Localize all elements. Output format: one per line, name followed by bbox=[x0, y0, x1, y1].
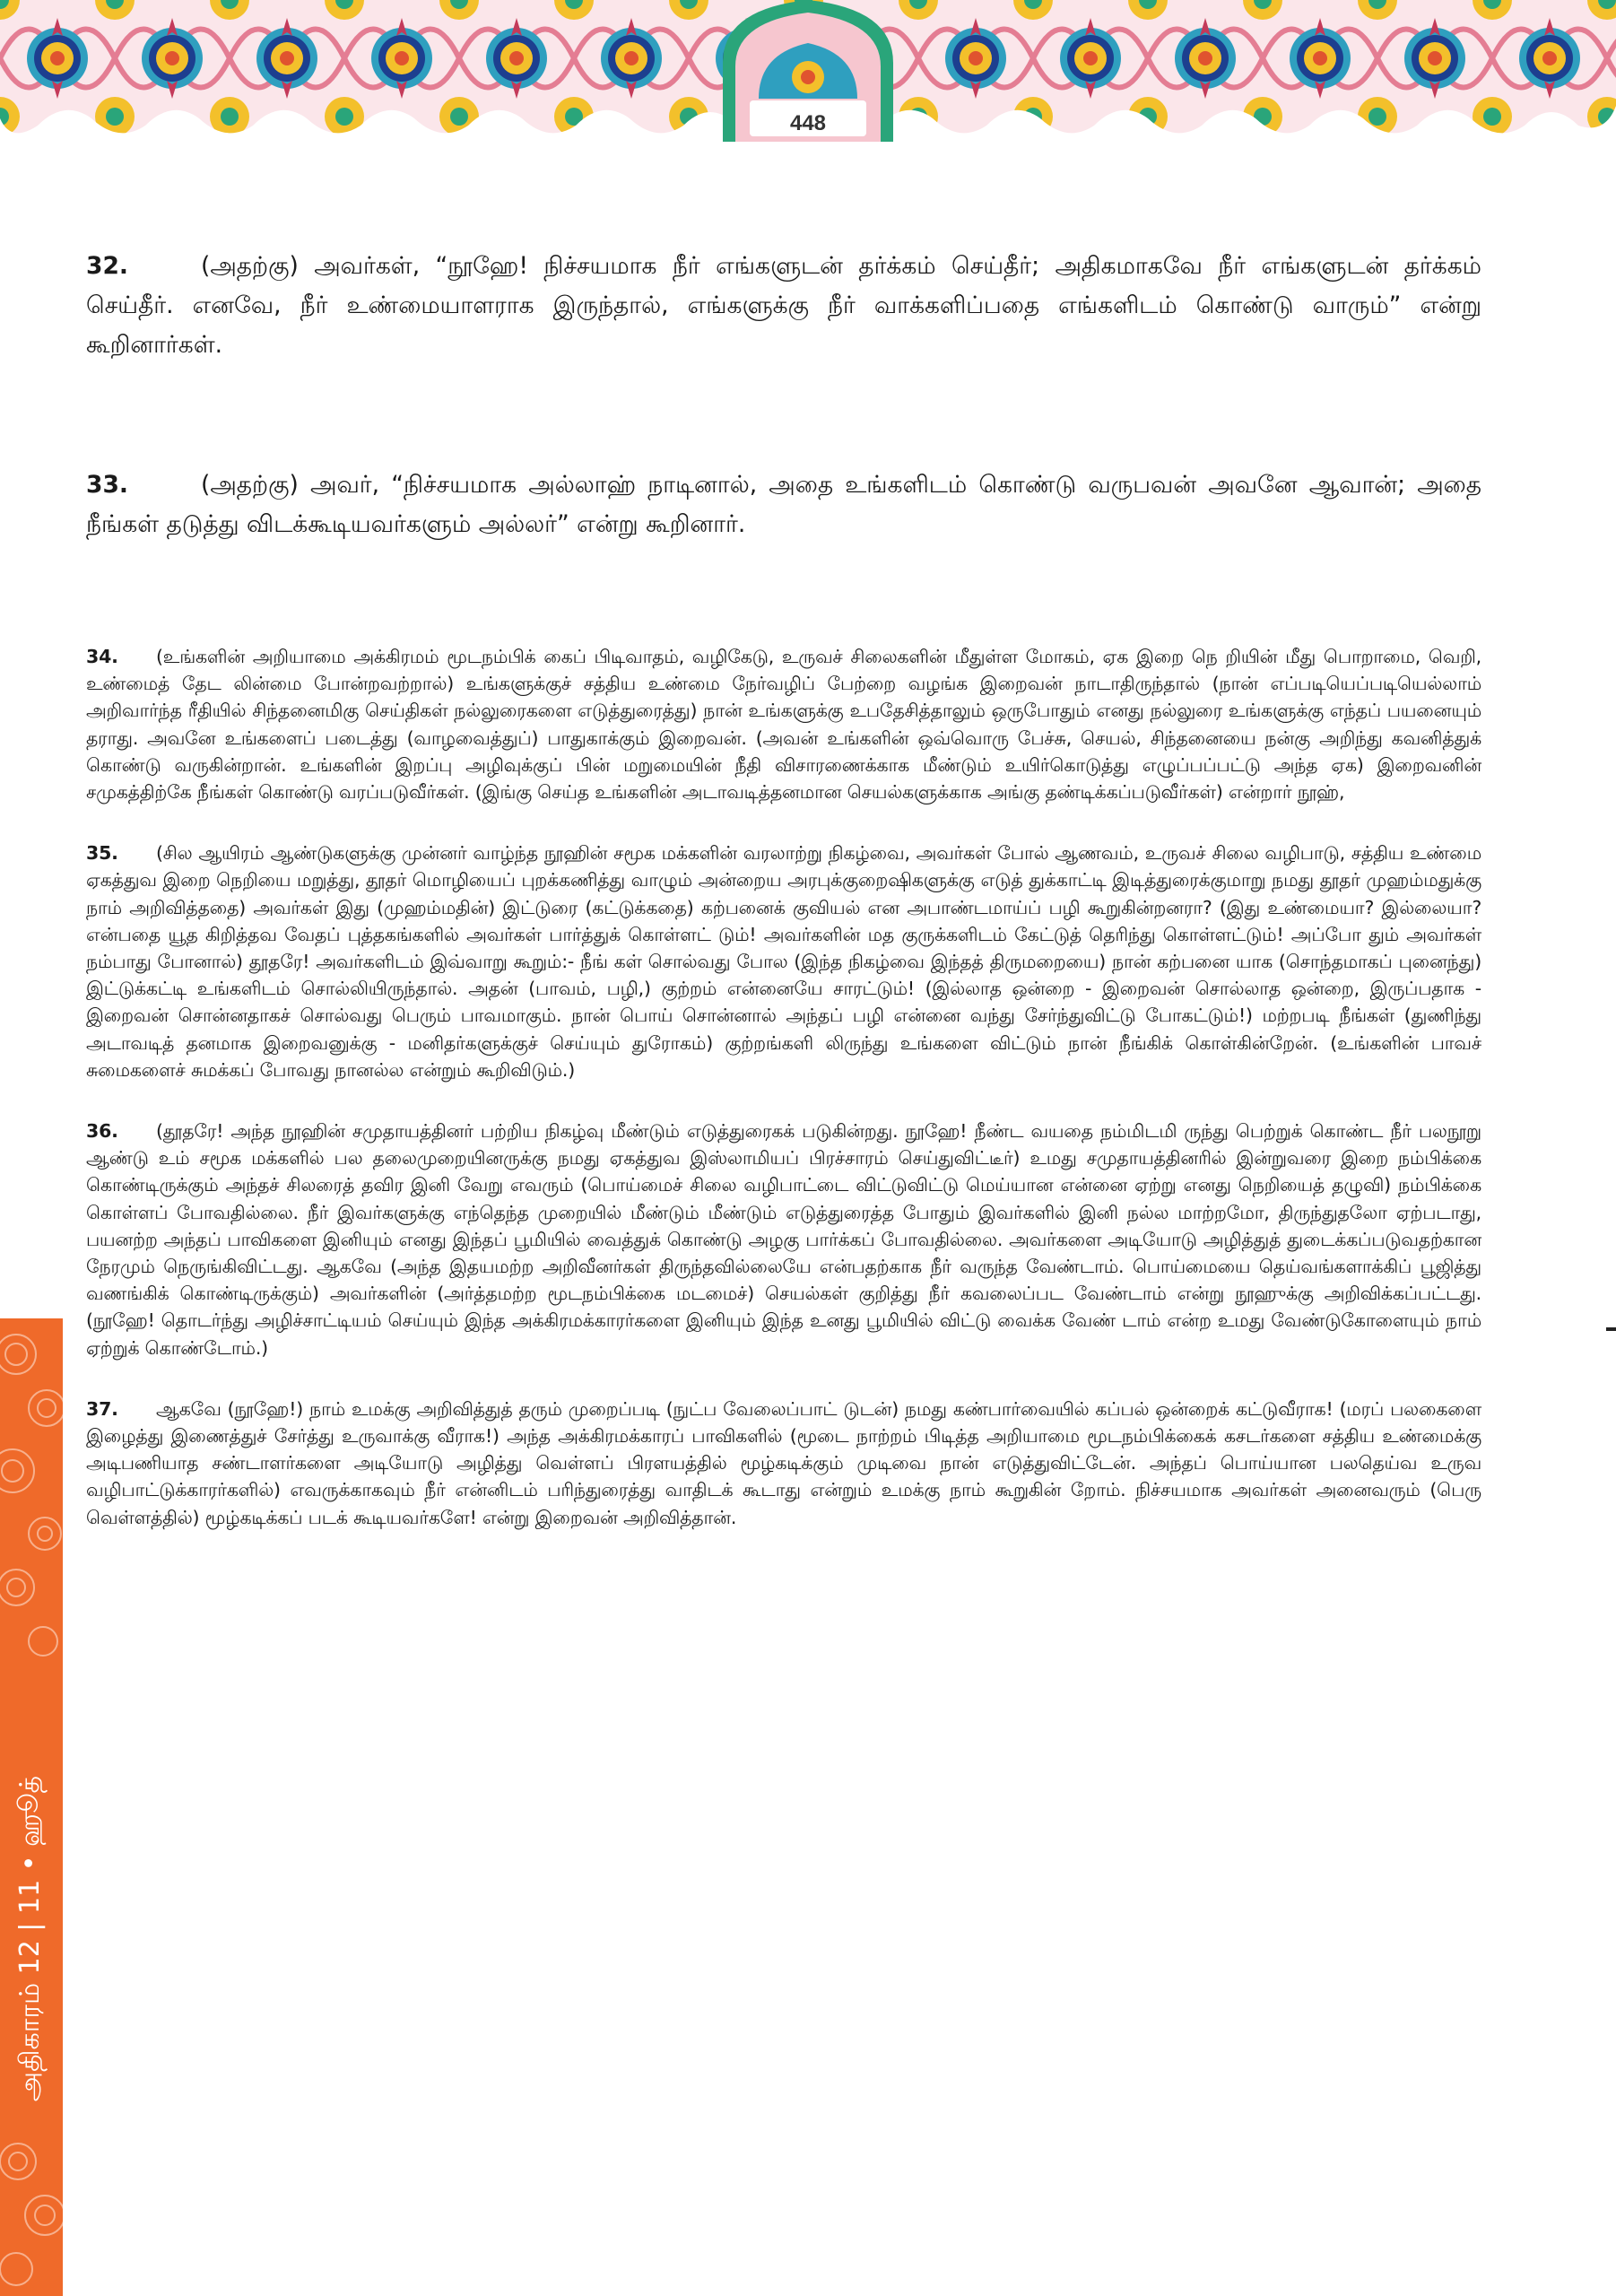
verse-text: (தூதரே! அந்த நூஹின் சமுதாயத்தினர் பற்றிய நிகழ்வு மீண்டும் எடுத்துரைகக் படுகின்றது. நூஹே! நீண்ட வயதை நம்மிடமி ருந்து பெற்றுக் கொண்ட நீர் பலநூறு ஆண்டு உம் சமூக மக்களில் பல தலைமுறையினருக்கு நமது ஏகத்துவ இஸ்லாமியப் பிரச்சாரம் செய்துவிட்டீர்) உமது சமுதாயத்தினரில் இன்றுவரை இறை நம்பிக்கை கொண்டிருக்கும் அந்தச் சிலரைத் தவிர இனி வேறு எவரும் (பொய்மைச் சிலை வழிபாட்டை விட்டுவிட்டு மெய்யான என்னை ஏற்று எனது நெறியைத் தழுவி) நம்பிக்கை கொள்ளப் போவதில்லை. நீர் இவர்களுக்கு எந்தெந்த முறையில் மீண்டும் மீண்டும் எடுத்துரைத்த போதும் இவர்களில் இனி நல்ல மாற்றமோ, திருந்துதலோ ஏற்படாது, பயனற்ற அந்தப் பாவிகளை இனியும் எனது இந்தப் பூமியில் வைத்துக் கொண்டு அழகு பார்க்கப் போவதில்லை. அவர்களை அடியோடு அழித்துத் துடைக்கப்படுவதற்கான நேரமும் நெருங்கிவிட்டது. ஆகவே (அந்த இதயமற்ற அறிவீனர்கள் திருந்தவில்லையே என்பதற்காக நீர் வருந்த வேண்டாம். பொய்மையை தெய்வங்களாக்கிப் பூஜித்து வணங்கிக் கொண்டிருக்கும்) அவர்களின் (அர்த்தமற்ற மூடநம்பிக்கை மடமைச்) செயல்கள் குறித்து நீர் கவலைப்பட வேண்டாம் என்று நூஹுக்கு அறிவிக்கப்பட்டது. (நூஹே! தொடர்ந்து அழிச்சாட்டியம் செய்யும் இந்த அக்கிரமக்காரர்களை இனியும் இந்த உனது பூமியில் விட்டு வைக்க வேண் டாம் என்ற உமது வேண்டுகோளையும் நாம் ஏற்றுக் கொண்டோம்.) bbox=[86, 1120, 1481, 1359]
ornamental-header bbox=[0, 0, 1616, 144]
verse-text: (அதற்கு) அவர்கள், “நூஹே! நிச்சயமாக நீர் எங்களுடன் தர்க்கம் செய்தீர்; அதிகமாகவே நீர் எங்களுடன் தர்க்கம் செய்தீர். எனவே, நீர் உண்மையாளராக இருந்தால், எங்களுக்கு நீர் வாக்களிப்பதை எங்களிடம் கொண்டு வாரும்” என்று கூறினார்கள். bbox=[86, 252, 1481, 359]
verse-32 bbox=[86, 247, 1481, 365]
verse-33 bbox=[86, 465, 1481, 544]
commentary-35 bbox=[86, 839, 1481, 1083]
verse-number: 37. bbox=[86, 1397, 118, 1420]
verse-number: 35. bbox=[86, 842, 118, 865]
verse-number: 36. bbox=[86, 1120, 118, 1143]
page-number: 448 bbox=[789, 111, 827, 135]
verse-text: (சில ஆயிரம் ஆண்டுகளுக்கு முன்னர் வாழ்ந்த நூஹின் சமூக மக்களின் வரலாற்று நிகழ்வை, அவர்கள் போல் ஆணவம், உருவச் சிலை வழிபாடு, சத்திய உண்மை ஏகத்துவ இறை நெறியை மறுத்து, தூதர் மொழியைப் புறக்கணித்து வாழும் அன்றைய அரபுக்குறைஷிகளுக்கு எடுத் துக்காட்டி இடித்துரைக்குமாறு நமது தூதர் முஹம்மதுக்கு நாம் அறிவித்ததை) அவர்கள் இது (முஹம்மதின்) இட்டுரை (கட்டுக்கதை) கற்பனைக் குவியல் என அபாண்டமாய்ப் பழி கூறுகின்றனரா? (இது உண்மையா? இல்லையா? என்பதை யூத கிறித்தவ வேதப் புத்தகங்களில் அவர்கள் பார்த்துக் கொள்ளட் டும்! அவர்களின் மத குருக்களிடம் கேட்டுத் தெரிந்து கொள்ளட்டும்! அப்போ தும் அவர்கள் நம்பாது போனால்) தூதரே! அவர்களிடம் இவ்வாறு கூறும்:- நீங் கள் சொல்வது போல (இந்த நிகழ்வை இந்தத் திருமறையை) நான் கற்பனை யாக (சொந்தமாகப் புனைந்து) இட்டுக்கட்டி உங்களிடம் சொல்லியிருந்தால். அதன் (பாவம், பழி,) குற்றம் என்னையே சாரட்டும்! (இல்லாத ஒன்றை - இறைவன் சொல்லாத ஒன்றை, இருப்பதாக - இறைவன் சொன்னதாகச் சொல்வது பெரும் பாவமாகும். நான் பொய் சொன்னால் அந்தப் பழி என்னை வந்து சேர்ந்துவிட்டு போகட்டும்!) மற்றபடி நீங்கள் (துணிந்து அடாவடித் தனமாக இறைவனுக்கு - மனிதர்களுக்குச் செய்யும் துரோகம்) குற்றங்களி லிருந்து உங்களை விட்டும் நான் நீங்கிக் கொள்கின்றேன். (உங்களின் பாவச் சுமைகளைச் சுமக்கப் போவது நானல்ல என்றும் கூறிவிடும்.) bbox=[86, 842, 1481, 1081]
page-content bbox=[86, 247, 1481, 1531]
chapter-label: அதிகாரம் 12 | 11 • ஹூத் bbox=[14, 1776, 46, 2102]
verse-number: 34. bbox=[86, 646, 118, 667]
commentary-36 bbox=[86, 1118, 1481, 1361]
verse-text: (அதற்கு) அவர், “நிச்சயமாக அல்லாஹ் நாடினால், அதை உங்களிடம் கொண்டு வருபவன் அவனே ஆவான்; அதை நீங்கள் தடுத்து விடக்கூடியவர்களும் அல்லர்” என்று கூறினார். bbox=[86, 471, 1481, 538]
verse-text: (உங்களின் அறியாமை அக்கிரமம் மூடநம்பிக் கைப் பிடிவாதம், வழிகேடு, உருவச் சிலைகளின் மீதுள்ள மோகம், ஏக இறை நெ றியின் மீது பொறாமை, வெறி, உண்மைத் தேட லின்மை போன்றவற்றால்) உங்களுக்குச் சத்திய உண்மை நேர்வழிப் பேற்றை வழங்க இறைவன் நாடாதிருந்தால் (நான் எப்படியெப்படியெல்லாம் அறிவார்ந்த ரீதியில் சிந்தனைமிகு செய்திகள் நல்லுரைகளை எடுத்துரைத்து) நான் உங்களுக்கு உபதேசித்தாலும் ஒருபோதும் எனது நல்லுரை உங்களுக்கு எந்தப் பயனையும் தராது. அவனே உங்களைப் படைத்து (வாழவைத்துப்) பாதுகாக்கும் இறைவன். (அவன் உங்களின் ஒவ்வொரு பேச்சு, செயல், சிந்தனையை நன்கு அறிந்து கவனித்துக் கொண்டு வருகின்றான். உங்களின் இறப்பு அழிவுக்குப் பின் மறுமையின் நீதி விசாரணைக்காக மீண்டும் உயிர்கொடுத்து எழுப்பப்பட்டு அந்த ஏக) இறைவனின் சமுகத்திற்கே நீங்கள் கொண்டு வரப்படுவீர்கள். (இங்கு செய்த உங்களின் அடாவடித்தனமான செயல்களுக்காக அங்கு தண்டிக்கப்படுவீர்கள்) என்றார் நூஹ், bbox=[86, 646, 1481, 804]
verse-number: 33. bbox=[86, 471, 128, 499]
chapter-sidebar bbox=[0, 1318, 63, 2296]
margin-tick bbox=[1606, 1327, 1616, 1331]
verse-text: ஆகவே (நூஹே!) நாம் உமக்கு அறிவித்துத் தரும் முறைப்படி (நுட்ப வேலைப்பாட் டுடன்) நமது கண்பார்வையில் கப்பல் ஒன்றைக் கட்டுவீராக! (மரப் பலகைளை இழைத்து இணைத்துச் சேர்த்து உருவாக்கு வீராக!) அந்த அக்கிரமக்காரப் பாவிகளில் (மூடை நாற்றம் பிடித்த அறியாமை மூடநம்பிக்கைக் கசடர்களை சத்திய உண்மைக்கு அடிபணியாத சண்டாளர்களை அடியோடு அழித்து வெள்ளப் பிரளயத்தில் மூழ்கடிக்கும் முடிவை நான் எடுத்துவிட்டேன். அந்தப் பொய்யான பலதெய்வ உருவ வழிபாட்டுக்காரர்களில்) எவருக்காகவும் நீர் என்னிடம் பரிந்துரைத்து வாதிடக் கூடாது என்றும் உமக்கு நாம் கூறுகின் றோம். நிச்சயமாக அவர்கள் அனைவரும் (பெரு வெள்ளத்தில்) மூழ்கடிக்கப் படக் கூடியவர்களே! என்று இறைவன் அறிவித்தான். bbox=[86, 1397, 1481, 1528]
commentary-37 bbox=[86, 1396, 1481, 1531]
commentary-34 bbox=[86, 643, 1481, 805]
verse-number: 32. bbox=[86, 252, 128, 280]
